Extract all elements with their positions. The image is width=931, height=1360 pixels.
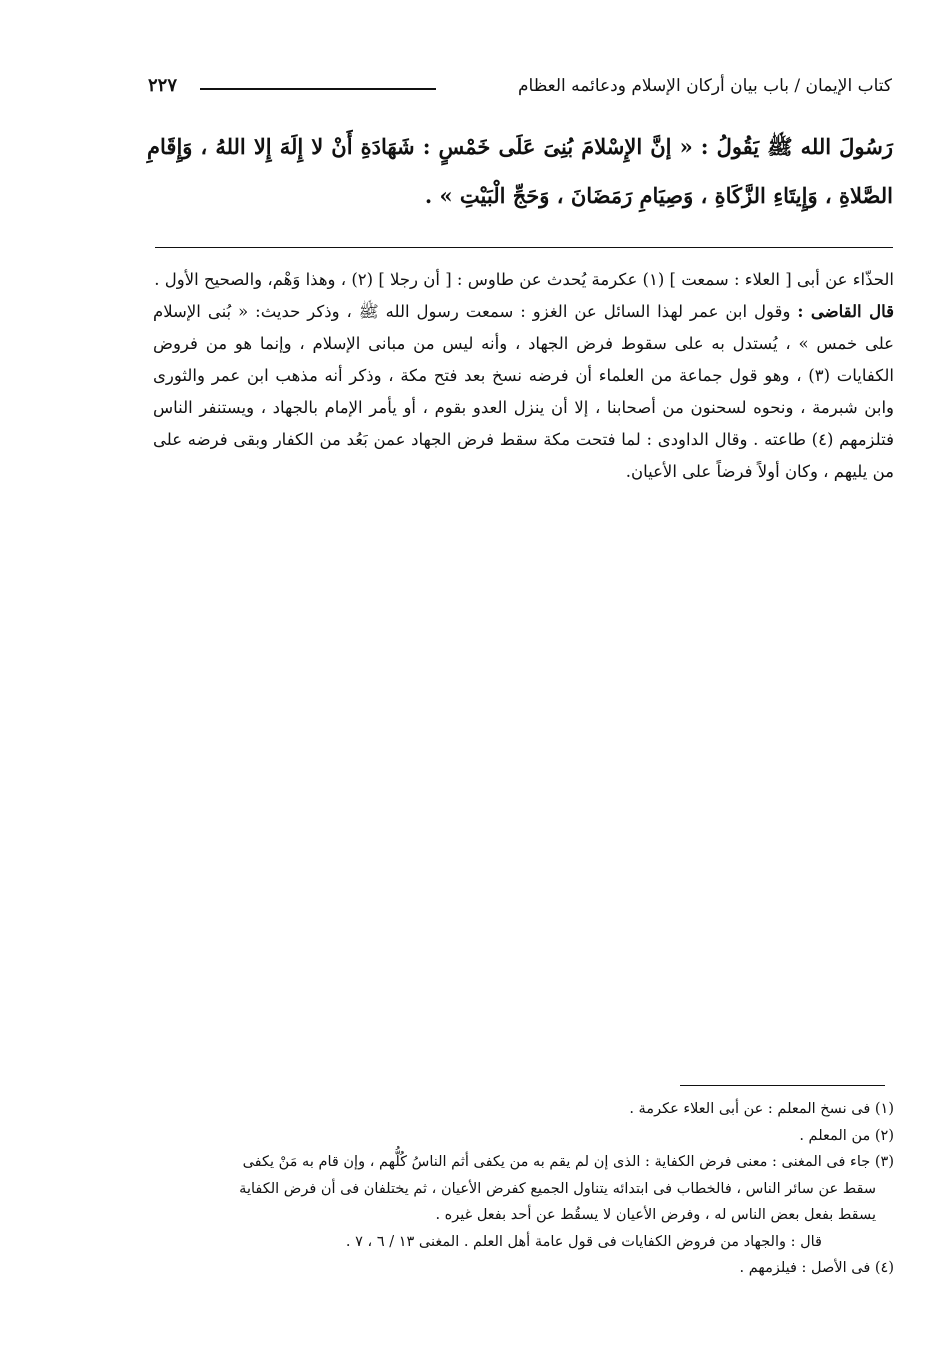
footnote-4: (٤) فى الأصل : فيلزمهم . xyxy=(739,1260,894,1276)
commentary-paragraph-1: الحذّاء عن أبى [ العلاء : سمعت ] (١) عكرمة يُحدث عن طاوس : [ أن رجلا ] (٢) ، وهذا وَهْم، والصحيح الأول . xyxy=(154,270,894,289)
footnote-3-line-2: سقط عن سائر الناس ، فالخطاب فى ابتدائه يتناول الجميع كفرض الأعيان ، ثم يختلفان فى أن فرض الكفاية xyxy=(239,1180,876,1197)
page-number: ٢٢٧ xyxy=(148,75,178,96)
header-rule xyxy=(200,88,436,90)
footnotes-block xyxy=(148,1096,894,1282)
commentary-block xyxy=(153,264,894,488)
commentary-paragraph-2-text: وقول ابن عمر لهذا السائل عن الغزو : سمعت رسول الله ﷺ ، وذكر حديث: « بُنى الإسلام على خمس » ، يُستدل به على سقوط فرض الجهاد ، وأنه ليس من مبانى الإسلام ، وإنما هو من فروض الكفايات (٣) ، وهو قول جماعة من العلماء أن فرضه نسخ بعد فتح مكة ، وذكر أنه مذهب ابن عمر والثورى وابن شبرمة ، ونحوه لسحنون من أصحابنا ، إلا أن ينزل العدو بقوم ، أو يأمر الإمام بالجهاد ، ويستنفر الناس فتلزمهم (٤) طاعته . وقال الداودى : لما فتحت مكة سقط فرض الجهاد عمن بَعُد من الكفار وبقى فرضه على من يليهم ، وكان أولاً فرضاً على الأعيان. xyxy=(153,302,894,481)
footnote-1: (١) فى نسخ المعلم : عن أبى العلاء عكرمة . xyxy=(629,1101,894,1117)
page-header xyxy=(148,74,892,104)
commentary-paragraph-2 xyxy=(153,296,894,488)
footnote-3-line-4: قال : والجهاد من فروض الكفايات فى قول عامة أهل العلم . المغنى ١٣ / ٦ ، ٧ . xyxy=(345,1233,822,1250)
text-divider xyxy=(155,247,893,248)
footnote-3-line-1: (٣) جاء فى المغنى : معنى فرض الكفاية : الذى إن لم يقم به من يكفى أثم الناسُ كُلُّهم ، وإن قام به مَنْ يكفى xyxy=(242,1154,894,1170)
footnote-2: (٢) من المعلم . xyxy=(799,1127,894,1144)
hadith-text: رَسُولَ الله ﷺ يَقُولُ : « إنَّ الإِسْلامَ بُنِىَ عَلَى خَمْسٍ : شَهَادَةِ أَنْ لا إِلَهَ إِلا اللهُ ، وَإِقَامِ الصَّلاةِ ، وَإِيتَاءِ الزَّكَاةِ ، وَصِيَامِ رَمَضَانَ ، وَحَجِّ الْبَيْتِ » . xyxy=(147,134,893,208)
footnote-divider xyxy=(680,1085,885,1086)
footnote-3-line-3: يسقط بفعل بعض الناس له ، وفرض الأعيان لا يسقُط عن أحد بفعل غيره . xyxy=(435,1207,876,1223)
speaker-label: قال القاضى : xyxy=(797,302,894,321)
running-title: كتاب الإيمان / باب بيان أركان الإسلام ودعائمه العظام xyxy=(518,76,892,96)
